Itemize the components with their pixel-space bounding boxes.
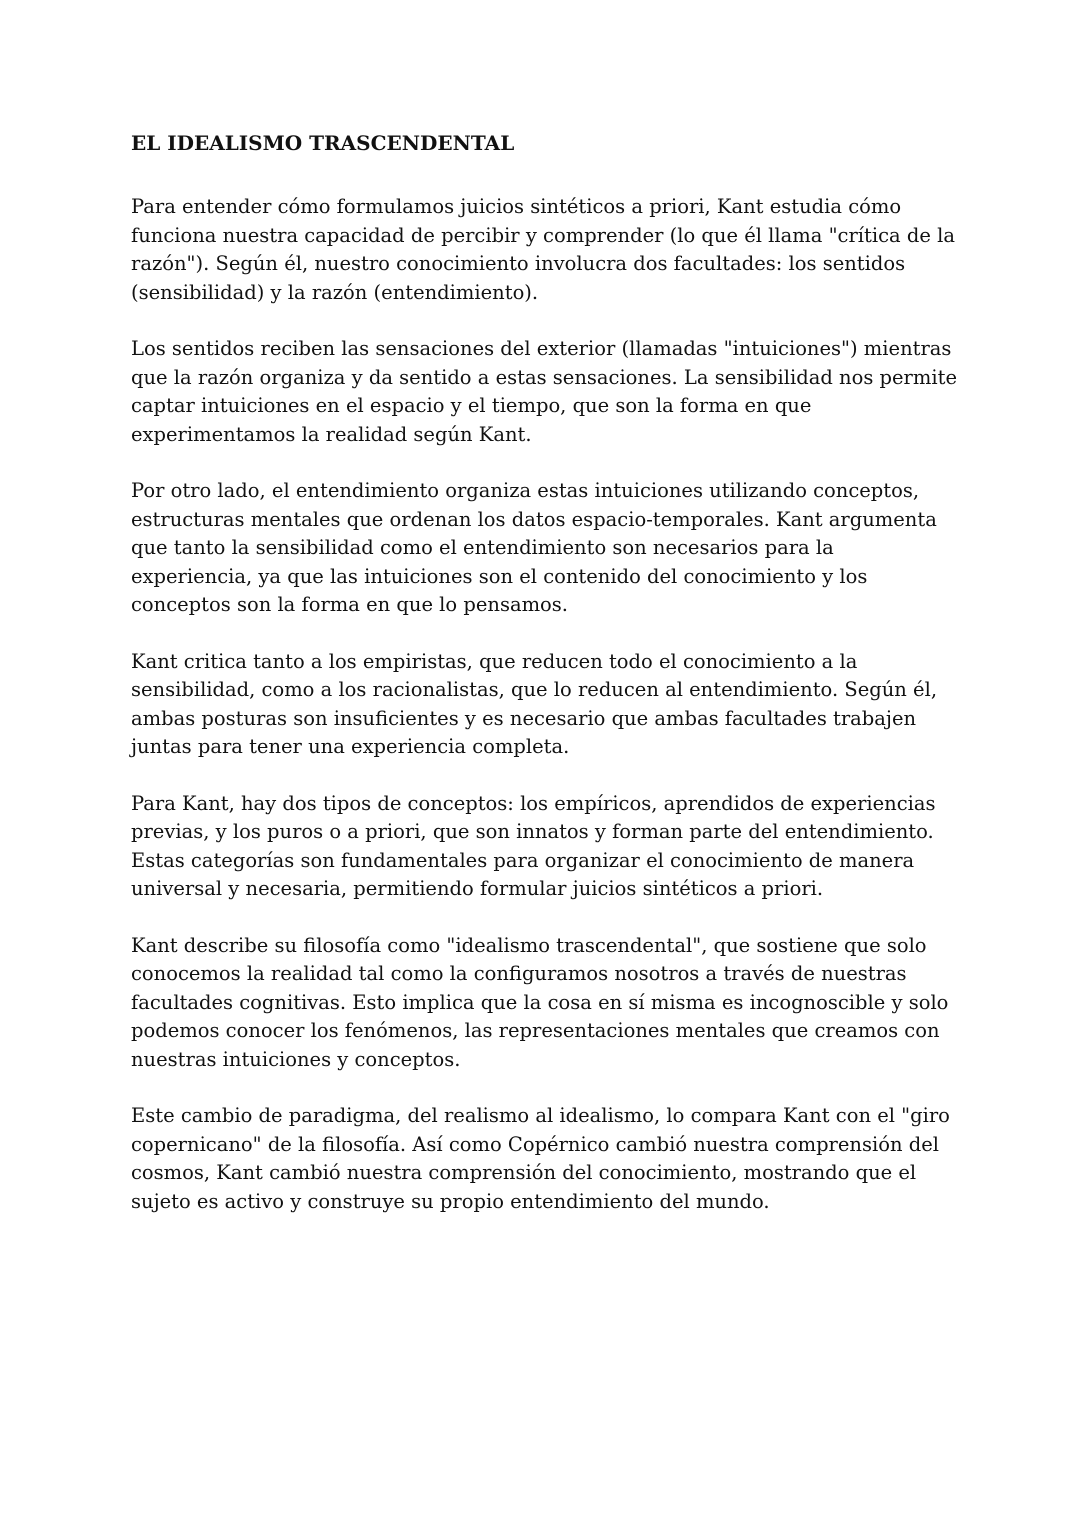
paragraph: Kant describe su filosofía como "idealismo trascendental", que sostiene que solo conocemos la realidad tal como la configuramos nosotros a través de nuestras facultades cognitivas. Esto implica que la cosa en sí misma es incognoscible y solo podemos conocer los fenómenos, las representaciones mentales que creamos con nuestras intuiciones y conceptos. bbox=[131, 933, 949, 1071]
paragraph: Los sentidos reciben las sensaciones del exterior (llamadas "intuiciones") mientras que la razón organiza y da sentido a estas sensaciones. La sensibilidad nos permite captar intuiciones en el espacio y el tiempo, que son la forma en que experimentamos la realidad según Kant. bbox=[131, 337, 957, 446]
paragraph: Kant critica tanto a los empiristas, que reducen todo el conocimiento a la sensibilidad, como a los racionalistas, que lo reducen al entendimiento. Según él, ambas posturas son insuficientes y es necesario que ambas facultades trabajen juntas para tener una experiencia completa. bbox=[131, 649, 938, 758]
paragraph: Por otro lado, el entendimiento organiza estas intuiciones utilizando conceptos, estructuras mentales que ordenan los datos espacio-temporales. Kant argumenta que tanto la sensibilidad como el entendimiento son necesarios para la experiencia, ya que las intuiciones son el contenido del conocimiento y los conceptos son la forma en que lo pensamos. bbox=[131, 479, 937, 616]
document-body bbox=[131, 126, 961, 1216]
document-title: EL IDEALISMO TRASCENDENTAL bbox=[131, 131, 515, 155]
paragraph: Para entender cómo formulamos juicios sintéticos a priori, Kant estudia cómo funciona nuestra capacidad de percibir y comprender (lo que él llama "crítica de la razón"). Según él, nuestro conocimiento involucra dos facultades: los sentidos (sensibilidad) y la razón (entendimiento). bbox=[131, 195, 955, 304]
paragraph: Para Kant, hay dos tipos de conceptos: los empíricos, aprendidos de experiencias previas, y los puros o a priori, que son innatos y forman parte del entendimiento. Estas categorías son fundamentales para organizar el conocimiento de manera universal y necesaria, permitiendo formular juicios sintéticos a priori. bbox=[131, 791, 936, 900]
paragraph: Este cambio de paradigma, del realismo al idealismo, lo compara Kant con el "giro copernicano" de la filosofía. Así como Copérnico cambió nuestra comprensión del cosmos, Kant cambió nuestra comprensión del conocimiento, mostrando que el sujeto es activo y construye su propio entendimiento del mundo. bbox=[131, 1104, 950, 1213]
